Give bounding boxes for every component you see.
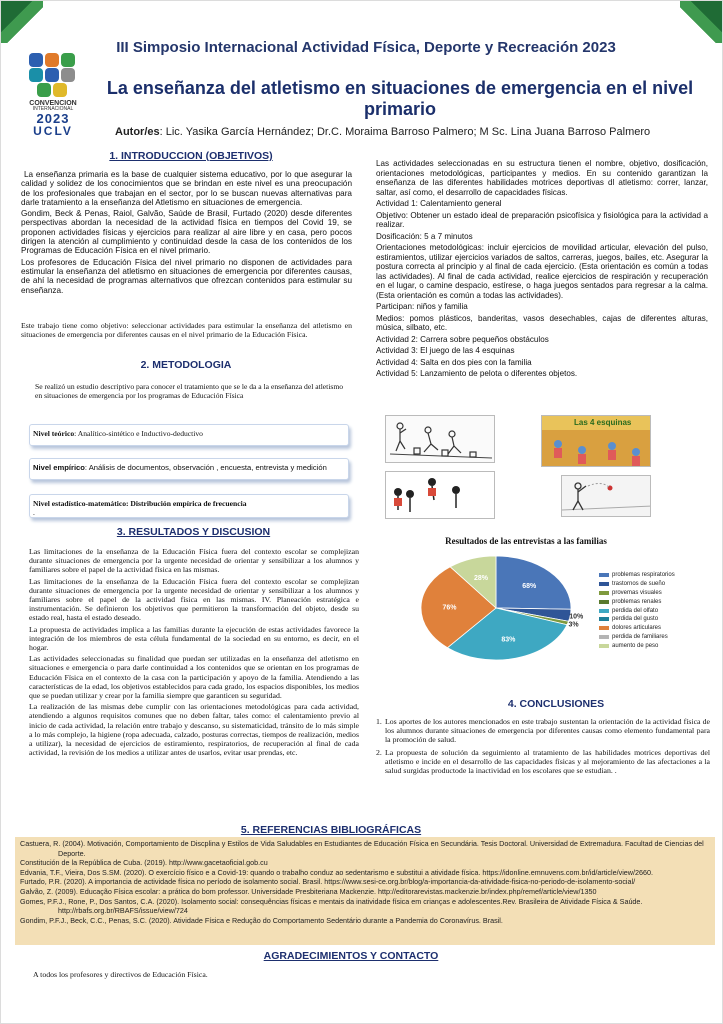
activities-text: [376, 159, 708, 381]
reference-item: Constitución de la República de Cuba. (2019). http://www.gacetaoficial.gob.cu: [20, 858, 268, 868]
legend-swatch: [599, 600, 609, 604]
legend-swatch: [599, 644, 609, 648]
legend-item-6: [599, 624, 695, 633]
legend-item-3: [599, 597, 695, 606]
activity-guidelines: Orientaciones metodológicas: incluir ejercicios de movilidad articular, elevación del pulso, estiramientos, utilizar ejercicios variados de saltos, carreras, juegos, bailes, etc. Asegurar la postura correcta al principio y al final de cada ejercicio. (Esta orientación es común a todas las actividades). Al final de cada actividad, realice ejercicios de respiración y recuperación en el lugar, o camine despacio, estírese, o haga juegos sentados para regresar a la calma. (Esta orientación es común a todas las actividades).: [376, 243, 708, 300]
jumping-family-image: [385, 471, 495, 519]
legend-label: perdida de familiares: [612, 633, 668, 640]
reference-item: Gondim, P.F.J., Beck, C.C., Penas, S.C. (2020). Atividade Física e Redução do Comportamento Sedentário durante a Pandemia do Coronavírus. Brasil.: [20, 915, 503, 925]
reference-item: Edvania, T.F., Vieira, Dos S.SM. (2020). O exercício físico e a Covid-19: quando o trabalho conduz ao sedentarismo e substitui a atividade física. https://idonline.emnuvens.com.br/id/article/view/2660.: [20, 867, 653, 877]
activity-2: Actividad 2: Carrera sobre pequeños obstáculos: [376, 334, 549, 344]
authors-line: [115, 126, 723, 138]
results-text: [29, 547, 359, 759]
legend-swatch: [599, 573, 609, 577]
logo-line2: INTERNACIONAL: [32, 106, 74, 112]
logo-year: 2023: [36, 111, 70, 126]
legend-label: aumento de peso: [612, 642, 659, 649]
pie-data-label-2: 3%: [568, 621, 579, 629]
method-level-theoretical: [29, 424, 349, 446]
four-corners-game-image: [541, 415, 651, 467]
reference-item: Galvão, Z. (2009). Educação Física escolar: a prática do bom professor. Universidade Presbiteriana Mackenzie. http://editorarevistas.mackenzie.br/index.php/remef/article/view/1350: [20, 886, 597, 896]
references-heading: 5. REFERENCIAS BIBLIOGRÁFICAS: [240, 824, 422, 836]
legend-label: trastornos de sueño: [612, 581, 666, 588]
legend-label: provemas visuales: [612, 589, 662, 596]
results-p1: Las limitaciones de la enseñanza de la Educación Física fuera del contexto escolar se complejizan durante situaciones de emergencia por la urgente necesidad de orientar y sensibilizar a los alumnos y familiares sobre el papel de la actividad física en las mismas.: [29, 547, 359, 575]
conclusions-heading: 4. CONCLUSIONES: [507, 698, 605, 710]
conclusion-text: Los aportes de los autores mencionados en este trabajo sustentan la orientación de la actividad física de los alumnos durante situaciones de emergencia por diferentes causas como elemento fundamental para la promoción de salud.: [385, 717, 710, 745]
activity-5: Actividad 5: Lanzamiento de pelota o diferentes objetos.: [376, 369, 578, 378]
legend-swatch: [599, 635, 609, 639]
method-p1: Se realizó un estudio descriptivo para conocer el tratamiento que se le da a la enseñanza del atletismo en situaciones de emergencia por los programas de Educación Física: [35, 382, 344, 400]
results-p2: Las limitaciones de la enseñanza de la Educación Física fuera del contexto escolar se complejizan durante situaciones de emergencia por la urgente necesidad de orientar y sensibilizar a los alumnos y familiares sobre el papel de la actividad física en las mismas. IV. Planeación estratégica e instrumentación. Se definieron los objetivos que permitieron la transformación del objeto, desde su estado real, hasta el estado deseado.: [29, 576, 359, 623]
conclusion-item: [376, 717, 710, 745]
results-p3: La propuesta de actividades implica a las familias durante la ejecución de estas actividades favorece la integración de los miembros de esta célula fundamental de la sociedad en su entorno, es decir, en el hogar.: [29, 624, 359, 653]
pie-data-label-0: 68%: [522, 582, 537, 590]
legend-item-2: [599, 589, 695, 598]
convention-logo: [25, 53, 81, 137]
conclusion-text: La propuesta de solución da seguimiento al tratamiento de las habilidades motrices deportivas del atletismo e incide en el desarrollo de las capacidades físicas y al mejoramiento de las afectaciones a la salud surgidas productode la inactividad en los escolares que se estudian. .: [385, 747, 710, 776]
activities-p1: Las actividades seleccionadas en su estructura tienen el nombre, objetivo, dosificación, orientaciones metodológicas, participantes y medios. En su contenido garantizan la enseñanza de las diferentes habilidades motrices deportivas dl atletismo: correr, lanzar, saltar, así como, el desarrollo de capacidades físicas.: [376, 159, 708, 197]
symposium-title: III Simposio Internacional Actividad Física, Deporte y Recreación 2023: [116, 39, 616, 56]
conclusion-number: 1.: [376, 717, 382, 726]
activity-materials: Medios: pomos plásticos, banderitas, vasos desechables, cajas de diferentes alturas, música, silbato, etc.: [376, 313, 708, 332]
legend-item-1: [599, 580, 695, 589]
pie-data-label-1: 10%: [569, 613, 584, 621]
method-heading: 2. METODOLOGIA: [140, 359, 232, 371]
intro-p4: Este trabajo tiene como objetivo: seleccionar actividades para estimular la enseñanza del atletismo en situaciones de emergencia por diferentes causas en el nivel primario de la Educación Física.: [21, 321, 352, 339]
thanks-text: A todos los profesores y directivos de Educación Física.: [33, 970, 208, 979]
intro-heading: 1. INTRODUCCION (OBJETIVOS): [109, 150, 273, 162]
conclusion-number: 2.: [376, 747, 382, 757]
hurdles-sketch-image: [385, 415, 495, 463]
legend-swatch: [599, 591, 609, 595]
authors-names: : Lic. Yasika García Hernández; Dr.C. Moraima Barroso Palmero; M Sc. Lina Juana Barroso Palmero: [159, 126, 651, 138]
results-heading: 3. RESULTADOS Y DISCUSION: [116, 526, 271, 538]
legend-label: dolores articulares: [612, 625, 662, 632]
activity-objective: Objetivo: Obtener un estado ideal de preparación psicofísica y fisiológica para la actividad a realizar.: [376, 210, 708, 229]
method-level-statistical: [29, 494, 349, 518]
legend-item-8: [599, 641, 695, 650]
logo-uclv: UCLV: [33, 124, 73, 138]
corner-decoration-right: [680, 1, 722, 43]
ball-throw-image: [561, 475, 651, 517]
intro-p1: La enseñanza primaria es la base de cualquier sistema educativo, por lo que asegurar la calidad y solidez de los conocimientos que se brindan en este nivel es una preocupación de los profesionales que trabajan en el sector, por lo se buscan nuevas alternativas para darle tratamiento a la enseñanza del Atletismo en situaciones de emergencia.: [21, 170, 352, 207]
intro-text: [21, 170, 352, 297]
pie-chart: [401, 553, 601, 663]
intro-p2: Gondim, Beck & Penas, Raiol, Galvão, Saúde de Brasil, Furtado (2020) desde diferentes perspectivas abordan la necesidad de la actividad física en tiempos del Covid 19, se proponen actividades físicas y ejercicios para realizar al aire libre y en casa, pero pocos dirigen la atención al cumplimiento y continuidad desde la casa de los contenidos de los Programas de Educación Física en el nivel primario.: [21, 209, 352, 256]
legend-item-0: [599, 571, 695, 580]
pie-data-label-6: 76%: [442, 604, 457, 612]
poster-title: La enseñanza del atletismo en situaciones de emergencia en el nivel primario: [106, 78, 694, 119]
legend-swatch: [599, 626, 609, 630]
legend-item-5: [599, 615, 695, 624]
authors-label: Autor/es: [115, 126, 160, 138]
legend-item-4: [599, 606, 695, 615]
pie-data-label-4: 83%: [501, 636, 516, 644]
legend-item-7: [599, 633, 695, 642]
logo-squares-icon: [29, 53, 77, 97]
conclusion-item: [376, 748, 710, 776]
level1-label: Nivel teórico: [33, 429, 75, 438]
intro-p3: Los profesores de Educación Física del nivel primario no disponen de actividades para estimular la enseñanza del atletismo en situaciones de emergencia por diferentes causas, de ahí la necesidad de programas alternativos que ofrezcan contenidos para estimular su enseñanza.: [21, 257, 352, 295]
corner-decoration-left: [1, 1, 43, 43]
reference-item: Furtado, P.R. (2020). A importancia de actividade física no período de isolamento social. Brasil. https://www.sesi-ce.org.br/blog/a-importancia-da-atividade-fisica-no-periodo-de-isolamento-social/: [20, 877, 636, 887]
legend-label: problemas renales: [612, 598, 662, 605]
results-p5: La realización de las mismas debe cumplir con las orientaciones metodológicas para cada actividad, atendiendo a algunos requisitos comunes que no deben faltar, tales como: el calentamiento previo al inicio de cada actividad, la relación entre trabajo y descanso, su sistematicidad, tránsito de lo más simple a lo más complejo, la higiene (ropa adecuada, calzado, posturas correctas, tiempos de realización, medios a utilizar), la necesidad de ejercicios de estiramiento, respiratorios, de recuperación al final de cada actividad, la revisión de los medios a utilizar antes de usarlos, evitar usar prendas, etc.: [29, 702, 359, 758]
activity-3: Actividad 3: El juego de las 4 esquinas: [376, 346, 515, 355]
activity-participants: Participan: niños y familia: [376, 302, 468, 311]
legend-label: problemas respiratorios: [612, 572, 675, 579]
activity-dosage: Dosificación: 5 a 7 minutos: [376, 231, 473, 241]
thanks-heading: AGRADECIMIENTOS Y CONTACTO: [263, 950, 439, 962]
legend-swatch: [599, 582, 609, 586]
image-caption: Las 4 esquinas: [574, 418, 632, 427]
reference-item: Gomes, P.F.J., Rone, P., Dos Santos, C.A. (2020). Isolamento social: consequências físicas e mentais da inatividade física em crianças e adolescentes.Rev. Brasileira de Atividade Física & Saúde. http://rbafs.org.br/RBAFS/issue/view/724: [20, 896, 643, 916]
legend-swatch: [599, 617, 609, 621]
pie-data-label-8: 28%: [474, 574, 489, 582]
level3-text: : Distribución empírica de frecuencia: [126, 499, 247, 508]
level3-extra: .: [33, 508, 35, 517]
level3-label: Nivel estadístico-matemático: [33, 499, 126, 508]
method-level-empirical: [29, 458, 349, 480]
legend-swatch: [599, 609, 609, 613]
references-block: [15, 837, 715, 945]
reference-item: Castuera, R. (2004). Motivación, Comportamiento de Discplina y Estilos de Vida Saludables en Estudiantes de Educación Física en Secundária. Tesis Doctoral. Universidad de Extremadura. Facultad de Ciencias del Deporte.: [20, 839, 704, 858]
results-p4: Las actividades seleccionadas su finalidad que puedan ser utilizadas en la enseñanza del atletismo en situaciones e emergencia o para darle continuidad a los contenidos que se orientan en los programas de Educación Física en el contexto de la casa con la participación y apoyo de la familia. Atendiendo a las características de la edad, los objetivos establecidos para cada grado, los espacios disponibles, los medios que se puedan utilizar y crear por la familia siempre que garanticen su seguridad.: [29, 654, 359, 701]
level1-text: : Analítico-sintético e Inductivo-deductivo: [74, 429, 203, 438]
conclusions-list: [376, 717, 710, 778]
logo-line1: CONVENCION: [29, 100, 77, 107]
level2-text: : Análisis de documentos, observación , encuesta, entrevista y medición: [84, 463, 327, 472]
legend-label: perdida del olfato: [612, 607, 659, 614]
legend-label: perdida del gusto: [612, 616, 659, 623]
level2-label: Nivel empírico: [33, 463, 85, 472]
activity-4: Actividad 4: Salta en dos pies con la familia: [376, 357, 532, 367]
chart-legend: [599, 571, 695, 650]
chart-title: Resultados de las entrevistas a las familias: [445, 536, 607, 546]
activity-1: Actividad 1: Calentamiento general: [376, 199, 502, 208]
